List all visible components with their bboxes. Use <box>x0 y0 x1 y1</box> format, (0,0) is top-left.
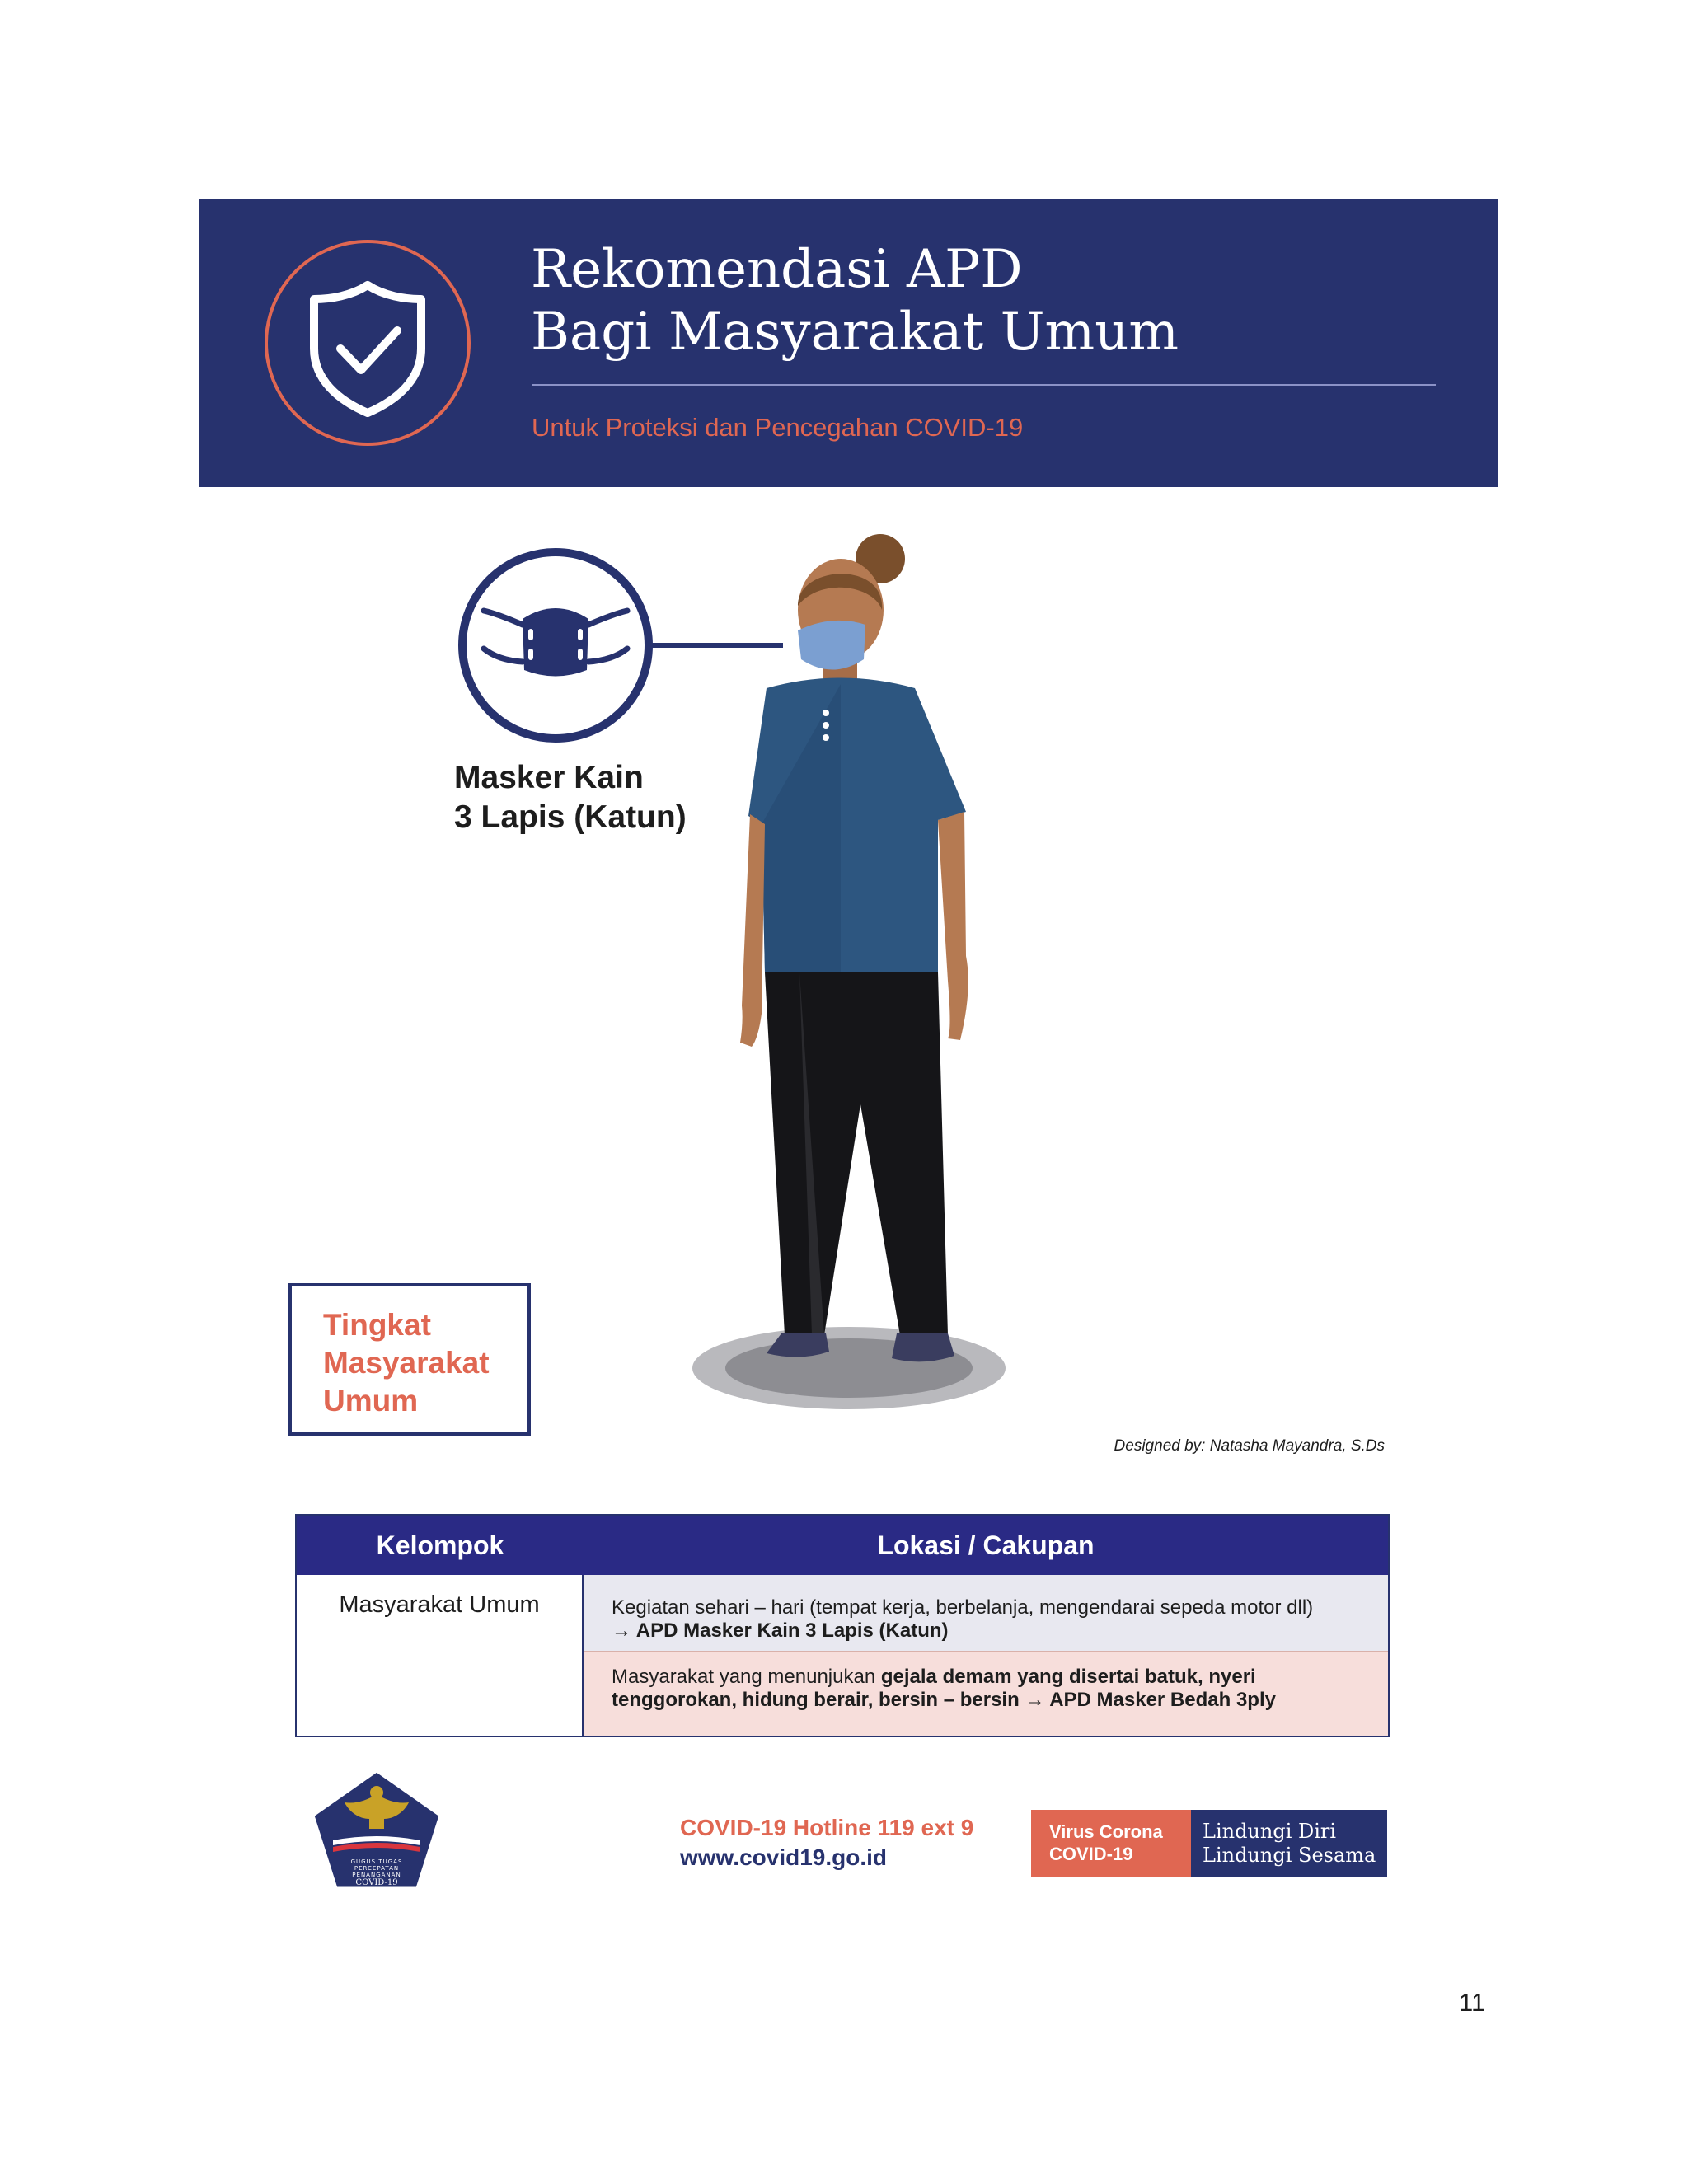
table-header <box>297 1516 1388 1575</box>
designer-credit: Designed by: Natasha Mayandra, S.Ds <box>1114 1437 1385 1455</box>
svg-text:PENANGANAN: PENANGANAN <box>352 1872 401 1878</box>
row2-intro: Masyarakat yang menunjukan <box>612 1666 881 1688</box>
website-link[interactable]: www.covid19.go.id <box>680 1844 888 1870</box>
hotline-text: COVID-19 Hotline 119 ext 9 <box>680 1815 974 1840</box>
page-subtitle: Untuk Proteksi dan Pencegahan COVID-19 <box>532 413 1024 442</box>
svg-text:GUGUS TUGAS: GUGUS TUGAS <box>350 1858 403 1865</box>
table-row <box>584 1652 1388 1736</box>
row1-recommendation: → APD Masker Kain 3 Lapis (Katun) <box>612 1619 949 1642</box>
person-illustration <box>676 527 1022 1413</box>
title-divider <box>532 384 1436 386</box>
page-number: 11 <box>1459 1988 1486 2017</box>
page-title-line2: Bagi Masyarakat Umum <box>531 302 1179 363</box>
shield-check-icon <box>260 240 475 446</box>
level-line2: Masyarakat <box>323 1346 490 1380</box>
task-force-seal-icon <box>308 1768 445 1891</box>
face-mask-icon <box>452 546 667 752</box>
row2-recommendation: tenggorokan, hidung berair, bersin – bersin → APD Masker Bedah 3ply <box>612 1689 1276 1711</box>
row1-description: Kegiatan sehari – hari (tempat kerja, berbelanja, mengendarai sepeda motor dll) <box>612 1596 1314 1619</box>
level-line3: Umum <box>323 1384 419 1418</box>
campaign-left-line1: Virus Corona <box>1049 1821 1163 1842</box>
svg-text:PERCEPATAN: PERCEPATAN <box>354 1865 400 1872</box>
level-line1: Tingkat <box>323 1308 431 1342</box>
mask-label-line1: Masker Kain <box>454 760 644 795</box>
page-title <box>531 238 1179 363</box>
mask-label-line2: 3 Lapis (Katun) <box>454 799 687 835</box>
header-banner <box>199 199 1498 487</box>
table-row <box>584 1575 1388 1652</box>
campaign-badge-slogan <box>1191 1810 1387 1877</box>
campaign-left-line2: COVID-19 <box>1049 1844 1133 1864</box>
level-badge <box>288 1283 531 1436</box>
column-header-location: Lokasi / Cakupan <box>877 1530 1095 1560</box>
ppe-table <box>295 1514 1390 1737</box>
column-header-group: Kelompok <box>376 1530 504 1560</box>
campaign-right-line2: Lindungi Sesama <box>1203 1844 1376 1867</box>
campaign-right-line1: Lindungi Diri <box>1203 1820 1337 1843</box>
svg-text:COVID-19: COVID-19 <box>355 1878 398 1887</box>
table-cell-group: Masyarakat Umum <box>339 1591 540 1618</box>
mask-label <box>454 758 687 837</box>
campaign-badge-virus <box>1031 1810 1191 1877</box>
row2-symptoms: gejala demam yang disertai batuk, nyeri <box>880 1666 1256 1688</box>
page-title-line1: Rekomendasi APD <box>531 239 1023 300</box>
